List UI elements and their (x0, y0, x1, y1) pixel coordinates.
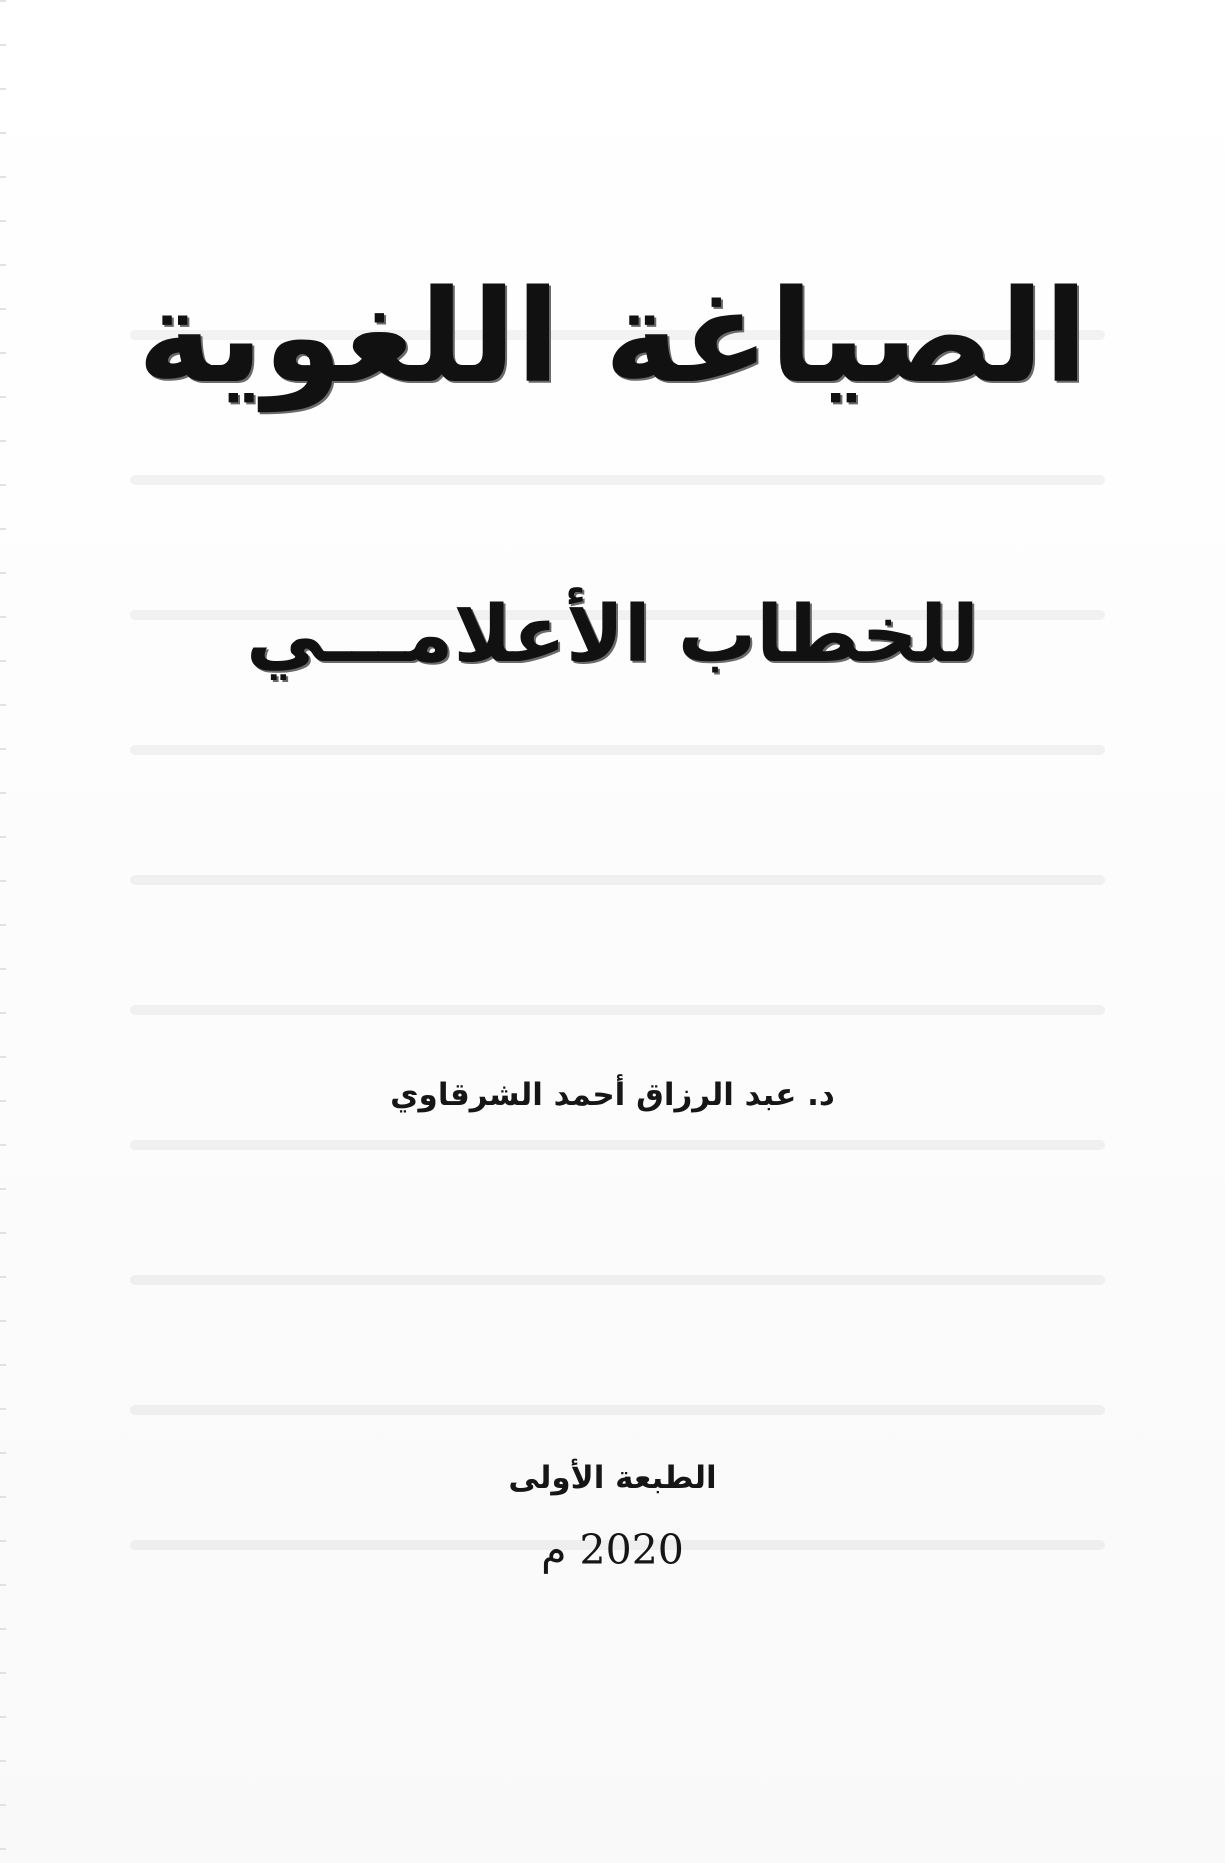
publication-year: 2020 م (541, 1526, 684, 1574)
book-title: الصياغة اللغوية (137, 263, 1088, 412)
book-subtitle: للخطاب الأعلامـــي (246, 590, 979, 680)
edition-label: الطبعة الأولى (508, 1460, 717, 1496)
author-name: د. عبد الرزاق أحمد الشرقاوي (390, 1077, 835, 1113)
